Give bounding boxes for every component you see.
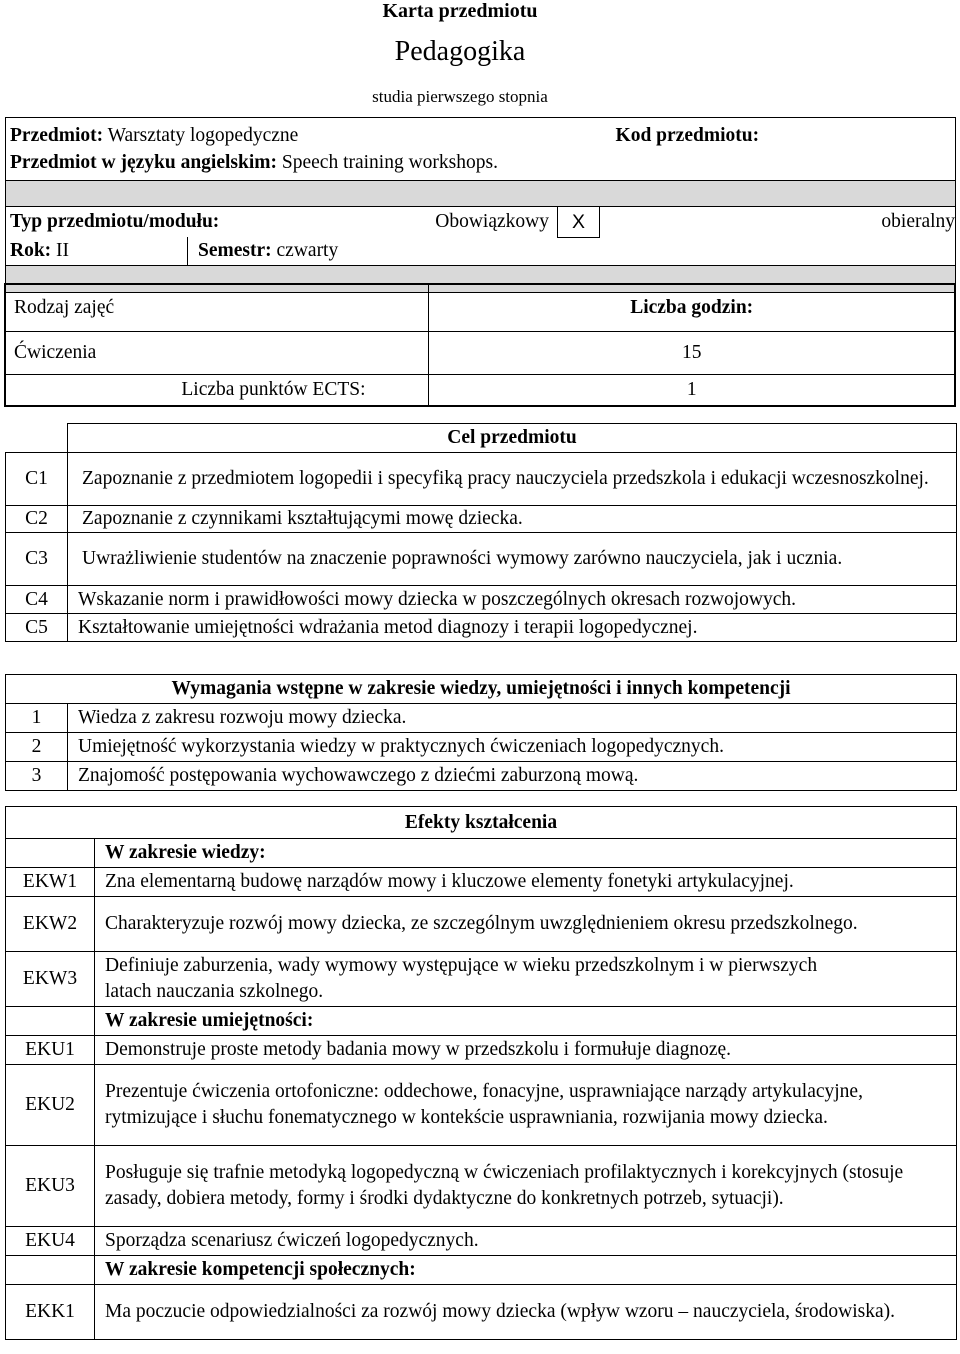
goal-row [6,614,957,642]
goals-spacer [6,424,68,453]
outcome-code: EKW3 [6,952,95,1007]
goal-text: Zapoznanie z czynnikami kształtującymi mowę dziecka. [68,506,957,533]
skills-section-label: W zakresie umiejętności: [95,1007,957,1036]
outcome-row [6,1227,957,1256]
goals-title: Cel przedmiotu [68,424,957,453]
ects-spacer [5,375,177,407]
study-level: studia pierwszego stopnia [372,87,548,106]
subject-code-label: Kod przedmiotu: [615,124,760,146]
requirement-code: 2 [6,733,68,762]
elective-label: obieralny [881,211,956,232]
type-label: Typ przedmiotu/modułu: [10,211,220,232]
outcome-code: EKU4 [6,1227,95,1256]
outcome-text: Charakteryzuje rozwój mowy dziecka, ze szczególnym uwzględnieniem okresu przedszkolnego. [95,897,957,952]
outcome-row [6,1036,957,1065]
outcome-text: Demonstruje proste metody badania mowy w przedszkolu i formułuje diagnozę. [95,1036,957,1065]
card-title: Karta przedmiotu [382,0,538,22]
hours-table [4,283,956,407]
requirement-row [6,762,957,791]
outcome-text: Sporządza scenariusz ćwiczeń logopedycznych. [95,1227,957,1256]
requirement-text: Znajomość postępowania wychowawczego z dziećmi zaburzoną mową. [68,762,957,791]
requirement-row [6,733,957,762]
outcome-code: EKW1 [6,868,95,897]
goal-text: Uwrażliwienie studentów na znaczenie poprawności wymowy zarówno nauczyciela, jak i ucznia. [68,533,957,586]
goal-row [6,586,957,614]
subject-english-label: Przedmiot w języku angielskim: [10,151,278,173]
outcome-code: EKW2 [6,897,95,952]
subject-english-name: Speech training workshops. [281,151,498,173]
requirement-text: Umiejętność wykorzystania wiedzy w praktycznych ćwiczeniach logopedycznych. [68,733,957,762]
mandatory-mark: X [558,207,600,238]
outcome-text: Ma poczucie odpowiedzialności za rozwój mowy dziecka (wpływ wzoru – nauczyciela, środowiska). [95,1285,957,1340]
subject-info-table [5,117,956,293]
outcome-row [6,897,957,952]
outcomes-title: Efekty kształcenia [6,807,957,839]
outcome-row [6,952,957,1007]
social-section-label: W zakresie kompetencji społecznych: [95,1256,957,1285]
outcome-row [6,868,957,897]
semester-label: Semestr: [198,240,272,262]
goal-code: C1 [6,453,68,506]
goal-text: Wskazanie norm i prawidłowości mowy dziecka w poszczególnych okresach rozwojowych. [68,586,957,614]
requirement-code: 1 [6,704,68,733]
semester-cell [188,237,956,266]
outcome-row [6,1065,957,1146]
goal-row [6,533,957,586]
subject-english-cell [6,149,956,181]
goal-code: C5 [6,614,68,642]
subject-name-label: Przedmiot: [10,124,104,146]
outcome-text: Zna elementarną budowę narządów mowy i kluczowe elementy fonetyki artykulacyjnej. [95,868,957,897]
outcome-text: Prezentuje ćwiczenia ortofoniczne: oddechowe, fonacyjne, usprawniające narządy artykulacyjne, rytmizujące i słuchu fonematycznego w kontekście usprawniania, rozwijania mowy dziecka. [95,1065,957,1146]
year-cell [6,237,188,266]
requirement-code: 3 [6,762,68,791]
ects-label: Liczba punktów ECTS: [177,375,429,407]
outcome-text: Definiuje zaburzenia, wady wymowy występujące w wieku przedszkolnym i w pierwszych latach nauczania szkolnego. [95,952,957,1007]
requirements-title: Wymagania wstępne w zakresie wiedzy, umiejętności i innych kompetencji [6,675,957,704]
outcome-code: EKU2 [6,1065,95,1146]
goal-row [6,453,957,506]
ects-value: 1 [686,379,697,400]
outcome-text: Posługuje się trafnie metodyką logopedyczną w ćwiczeniach profilaktycznych i korekcyjnych (stosuje zasady, dobiera metody, formy i środki dydaktyczne do konkretnych potrzeb, sytuacji). [95,1146,957,1227]
requirements-table [5,674,957,791]
knowledge-section-label: W zakresie wiedzy: [95,839,957,868]
semester-value: czwarty [276,240,339,262]
goal-row [6,506,957,533]
outcome-row [6,1146,957,1227]
outcome-code: EKU1 [6,1036,95,1065]
outcome-code: EKU3 [6,1146,95,1227]
goal-code: C2 [6,506,68,533]
knowledge-spacer [6,839,95,868]
goal-text: Kształtowanie umiejętności wdrażania metod diagnozy i terapii logopedycznej. [68,614,957,642]
kind-label: Rodzaj zajęć [5,284,429,332]
goal-text: Zapoznanie z przedmiotem logopedii i specyfiką pracy nauczyciela przedszkola i edukacji wczesnoszkolnej. [68,453,957,506]
subject-name-cell [6,118,600,150]
program-name: Pedagogika [394,36,526,67]
outcomes-table [5,806,957,1340]
outcome-row [6,1285,957,1340]
hours-label: Liczba godzin: [429,284,955,332]
hours-value: 15 [429,332,955,375]
social-spacer [6,1256,95,1285]
requirement-row [6,704,957,733]
separator-strip [6,181,956,207]
skills-spacer [6,1007,95,1036]
mandatory-label: Obowiązkowy [435,211,549,232]
year-label: Rok: [10,240,52,261]
requirement-text: Wiedza z zakresu rozwoju mowy dziecka. [68,704,957,733]
outcome-code: EKK1 [6,1285,95,1340]
kind-value: Ćwiczenia [5,332,429,375]
goals-table [5,423,957,642]
year-value: II [56,240,70,261]
goal-code: C4 [6,586,68,614]
goal-code: C3 [6,533,68,586]
subject-name: Warsztaty logopedyczne [107,124,299,146]
